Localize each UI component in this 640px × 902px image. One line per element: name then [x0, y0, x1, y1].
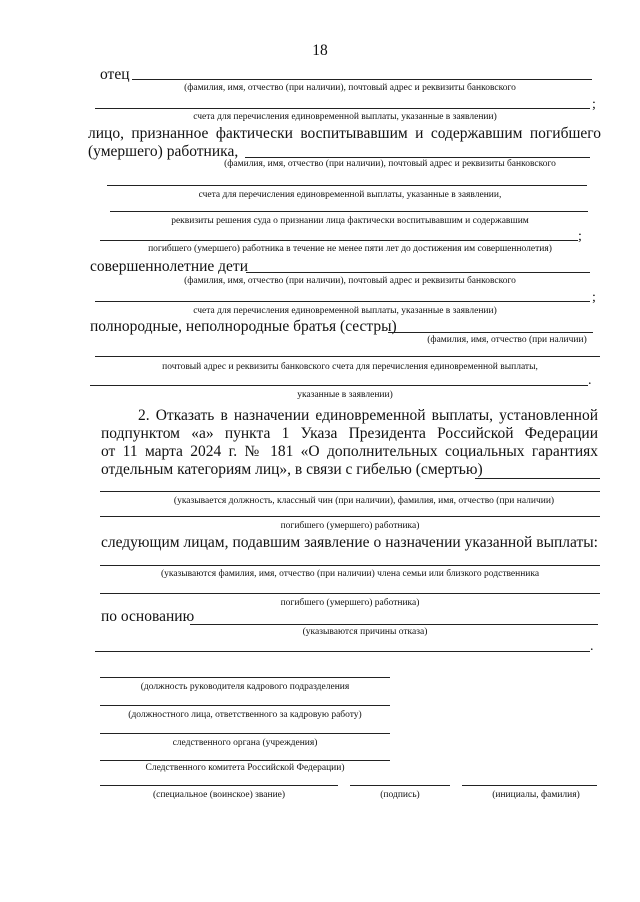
- rank-line: [100, 785, 338, 786]
- period: .: [588, 373, 592, 388]
- persons-line-1: [100, 565, 600, 566]
- adult-children-hint-2: счета для перечисления единовременной выплаты, указанные в заявлении): [193, 306, 497, 316]
- father-hint-1: (фамилия, имя, отчество (при наличии), почтовый адрес и реквизиты банковского: [184, 83, 516, 93]
- siblings-hint-3: указанные в заявлении): [297, 390, 393, 400]
- semicolon: ;: [592, 290, 596, 305]
- guardian-hint-2: счета для перечисления единовременной выплаты, указанные в заявлении,: [198, 190, 502, 200]
- guardian-label: лицо, признанное фактически воспитывавшим и содержавшим погибшего: [88, 125, 601, 142]
- persons-text: следующим лицам, подавшим заявление о назначении указанной выплаты:: [101, 534, 598, 551]
- guardian-line-3: [110, 211, 588, 212]
- basis-line-2: [95, 651, 590, 652]
- section-2-line-4: отдельным категориям лиц», в связи с гибелью (смертью): [101, 461, 483, 478]
- signature-line-4: [100, 760, 390, 761]
- adult-children-line-2: [95, 301, 590, 302]
- period: .: [590, 639, 594, 654]
- guardian-hint-4: погибшего (умершего) работника в течение не менее пяти лет до достижения им совершеннолетия): [148, 244, 552, 254]
- semicolon: ;: [578, 229, 582, 244]
- siblings-line-3: [90, 385, 588, 386]
- persons-line-2: [100, 593, 600, 594]
- guardian-line-2: [107, 185, 587, 186]
- guardian-hint-3: реквизиты решения суда о признании лица фактически воспитывавшим и содержавшим: [171, 216, 529, 226]
- page-number: 18: [312, 42, 328, 59]
- signature-line-3: [100, 733, 390, 734]
- basis-underline: [190, 624, 598, 625]
- signature-position-3: следственного органа (учреждения): [172, 738, 318, 748]
- section-2-underline-1: [475, 478, 600, 479]
- adult-children-underline: [246, 272, 590, 273]
- siblings-hint-2: почтовый адрес и реквизиты банковского счета для перечисления единовременной выплаты,: [162, 362, 538, 372]
- signature-line-2: [100, 705, 390, 706]
- section-2-hint-2: погибшего (умершего) работника): [280, 521, 420, 531]
- guardian-line-4: [100, 240, 578, 241]
- section-2-line-3: [100, 516, 600, 517]
- father-label: отец: [100, 66, 130, 83]
- initials-caption: (инициалы, фамилия): [492, 790, 580, 800]
- guardian-hint-1: (фамилия, имя, отчество (при наличии), почтовый адрес и реквизиты банковского: [224, 159, 556, 169]
- initials-line: [462, 785, 597, 786]
- section-2-line-2: [100, 491, 600, 492]
- siblings-line-2: [95, 356, 600, 357]
- adult-children-label: совершеннолетние дети: [90, 258, 249, 275]
- sign-line: [350, 785, 450, 786]
- rank-caption: (специальное (воинское) звание): [152, 790, 286, 800]
- guardian-underline: [245, 157, 590, 158]
- section-2-hint-5: (указываются причины отказа): [302, 627, 428, 637]
- basis-label: по основанию: [101, 608, 195, 625]
- father-hint-2: счета для перечисления единовременной выплаты, указанные в заявлении): [193, 112, 497, 122]
- father-underline: [132, 79, 592, 80]
- sign-caption: (подпись): [380, 790, 420, 800]
- semicolon: ;: [592, 97, 596, 112]
- signature-position-1: (должность руководителя кадрового подразделения: [140, 682, 350, 692]
- signature-line-1: [100, 677, 390, 678]
- section-2-hint-4: погибшего (умершего) работника): [280, 598, 420, 608]
- section-2-hint-1: (указывается должность, классный чин (при наличии), фамилия, имя, отчество (при наличии): [173, 496, 555, 506]
- siblings-hint-1: (фамилия, имя, отчество (при наличии): [427, 335, 587, 345]
- signature-position-4: Следственного комитета Российской Федерации): [145, 763, 345, 773]
- siblings-underline: [388, 332, 593, 333]
- section-2-paragraph: 2. Отказать в назначении единовременной выплаты, установленной подпунктом «а» пункта 1 Указа Президента Российской Федерации от 11 марта 2024 г. № 181 «О дополнительных социальных гарантиях: [101, 407, 598, 460]
- signature-position-2: (должностного лица, ответственного за кадровую работу): [128, 710, 362, 720]
- father-line-2: [95, 108, 590, 109]
- adult-children-hint-1: (фамилия, имя, отчество (при наличии), почтовый адрес и реквизиты банковского: [184, 276, 516, 286]
- siblings-label: полнородные, неполнородные братья (сестры): [90, 318, 397, 335]
- guardian-label-2: (умершего) работника,: [88, 143, 239, 160]
- section-2-hint-3: (указываются фамилия, имя, отчество (при наличии) члена семьи или близкого родственника: [160, 569, 540, 579]
